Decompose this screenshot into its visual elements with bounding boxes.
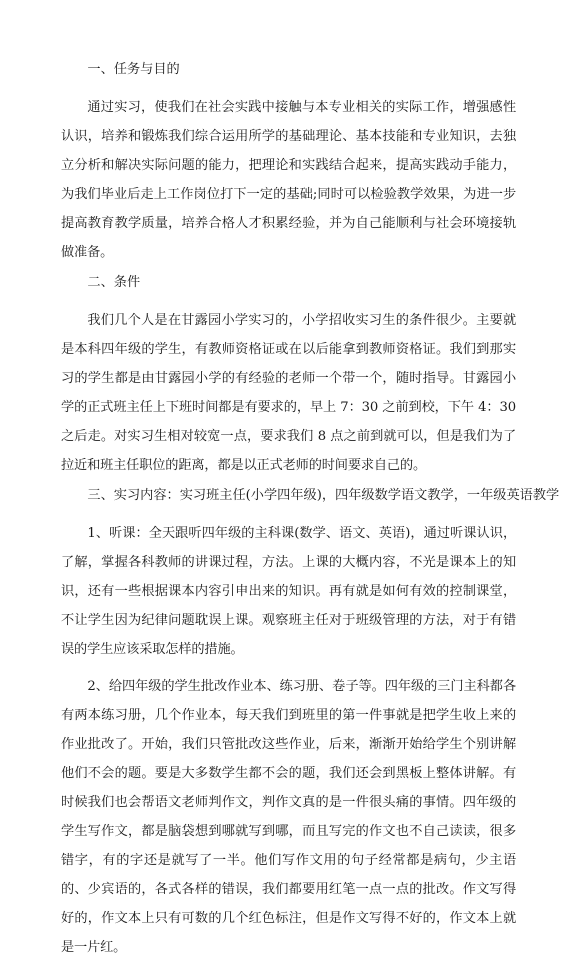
- document-page: [61, 62, 560, 970]
- section-1-paragraph-1: 通过实习，使我们在社会实践中接触与本专业相关的实际工作，增强感性认识，培养和锻炼我们综合运用所学的基础理论、基本技能和专业知识，去独立分析和解决实际问题的能力，把理论和实践结合起来，提高实践动手能力，为我们毕业后走上工作岗位打下一定的基础;同时可以检验教学效果，为进一步提高教育教学质量，培养合格人才积累经验，并为自己能顺利与社会环境接轨做准备。: [61, 100, 516, 260]
- section-heading-1: 一、任务与目的: [87, 62, 180, 77]
- section-heading-2: 二、条件: [87, 275, 141, 290]
- section-2-paragraph-1: 我们几个人是在甘露园小学实习的，小学招收实习生的条件很少。主要就是本科四年级的学生，有教师资格证或在以后能拿到教师资格证。我们到那实习的学生都是由甘露园小学的有经验的老师一个带一个，随时指导。甘露园小学的正式班主任上下班时间都是有要求的，早上 7：30 之前到校，下午 4：30 之后走。对实习生相对较宽一点，要求我们 8 点之前到就可以，但是我们为了拉近和班主任职位的距离，都是以正式老师的时间要求自己的。: [61, 313, 516, 473]
- section-3-paragraph-1: 1、听课：全天跟听四年级的主科课(数学、语文、英语)，通过听课认识，了解，掌握各科教师的讲课过程，方法。上课的大概内容，不光是课本上的知识，还有一些根据课本内容引申出来的知识。再有就是如何有效的控制课堂，不让学生因为纪律问题耽误上课。观察班主任对于班级管理的方法，对于有错误的学生应该采取怎样的措施。: [61, 526, 516, 657]
- section-heading-3: 三、实习内容：实习班主任(小学四年级)，四年级数学语文教学，一年级英语教学: [87, 488, 560, 503]
- section-3-paragraph-2: 2、给四年级的学生批改作业本、练习册、卷子等。四年级的三门主科都各有两本练习册，几个作业本，每天我们到班里的第一件事就是把学生收上来的作业批改了。开始，我们只管批改这些作业，后来，渐渐开始给学生个别讲解他们不会的题。要是大多数学生都不会的题，我们还会到黑板上整体讲解。有时候我们也会帮语文老师判作文，判作文真的是一件很头痛的事情。四年级的学生写作文，都是脑袋想到哪就写到哪，而且写完的作文也不自己读读，很多错字，有的字还是就写了一半。他们写作文用的句子经常都是病句，少主语的、少宾语的，各式各样的错误，我们都要用红笔一点一点的批改。作文写得好的，作文本上只有可数的几个红色标注，但是作文写得不好的，作文本上就是一片红。: [61, 679, 516, 955]
